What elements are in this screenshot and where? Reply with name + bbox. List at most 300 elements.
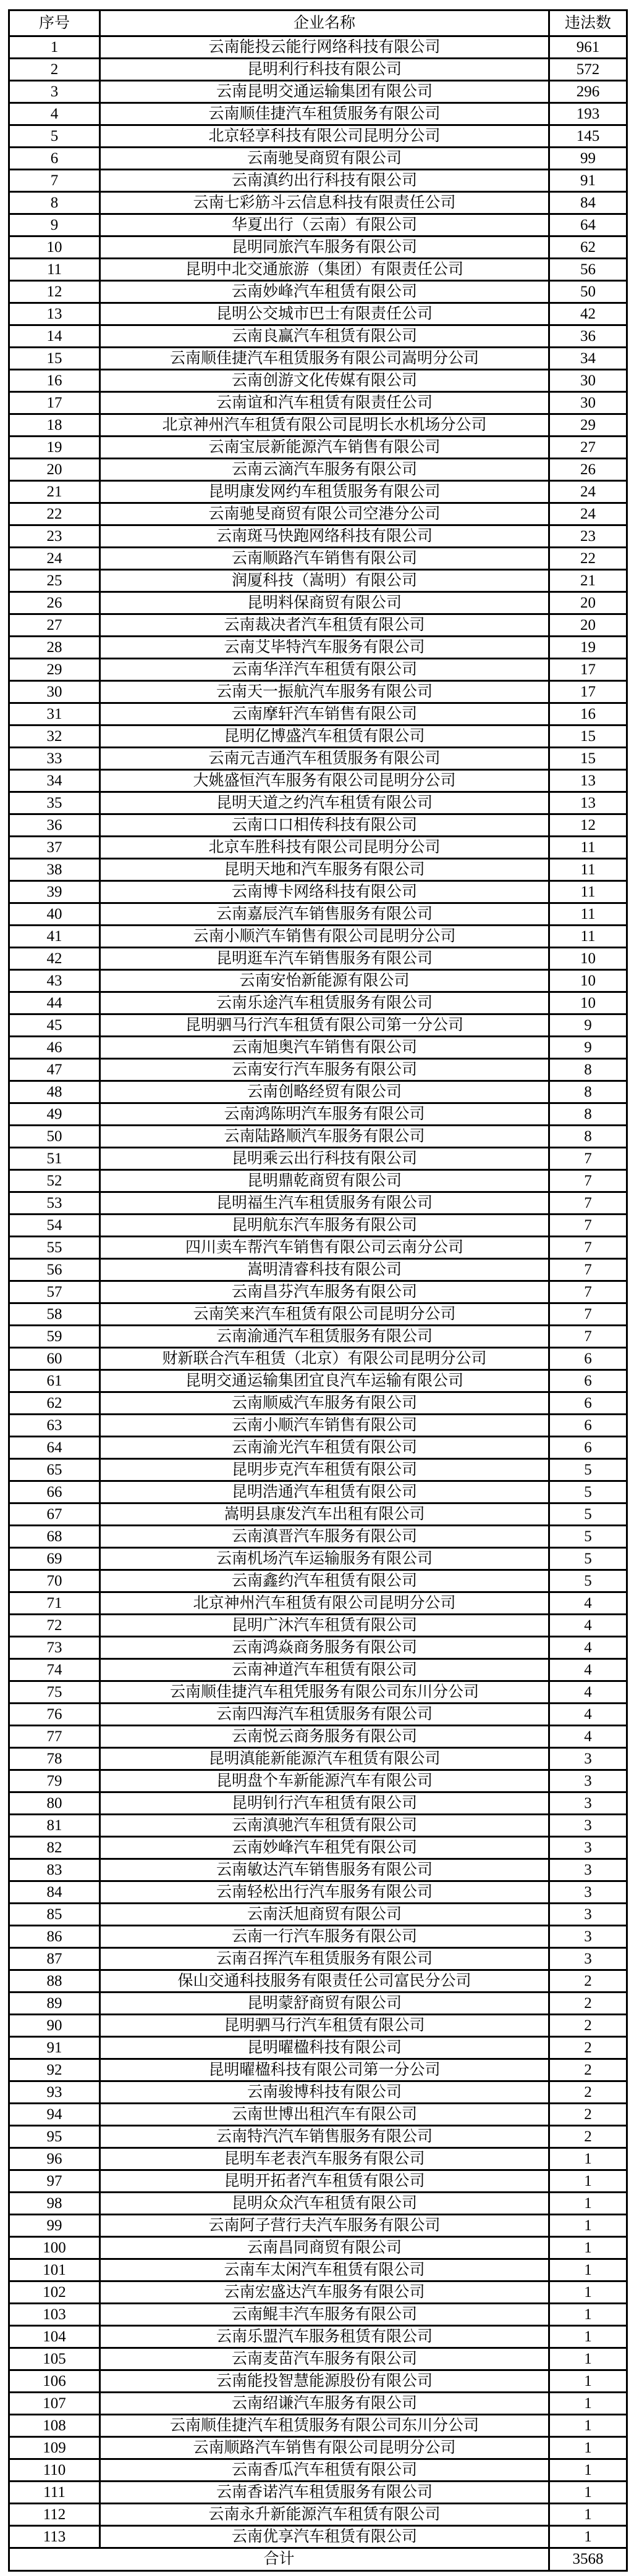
company-name-cell: 昆明亿博盛汽车租赁有限公司 (100, 726, 549, 748)
company-table-body (9, 36, 627, 2548)
serial-cell: 10 (9, 236, 100, 259)
company-name-cell: 云南鸿陈明汽车服务有限公司 (100, 1103, 549, 1126)
violation-count-cell: 84 (549, 192, 627, 214)
company-name-cell: 昆明中北交通旅游（集团）有限责任公司 (100, 259, 549, 281)
table-row (9, 859, 627, 881)
company-name-cell: 云南元吉通汽车租赁服务有限公司 (100, 748, 549, 770)
serial-cell: 81 (9, 1815, 100, 1837)
serial-cell: 38 (9, 859, 100, 881)
violation-count-cell: 30 (549, 370, 627, 392)
table-row (9, 1415, 627, 1437)
violation-count-cell: 8 (549, 1059, 627, 1081)
serial-cell: 6 (9, 148, 100, 170)
table-row (9, 926, 627, 948)
company-name-cell: 云南鑫约汽车租赁有限公司 (100, 1570, 549, 1592)
table-row (9, 1014, 627, 1037)
company-name-cell: 云南宝辰新能源汽车销售有限公司 (100, 437, 549, 459)
violation-count-cell: 3 (549, 1926, 627, 1948)
table-row (9, 1770, 627, 1792)
serial-cell: 77 (9, 1726, 100, 1748)
serial-cell: 29 (9, 659, 100, 681)
serial-cell: 94 (9, 2104, 100, 2126)
company-name-cell: 大姚盛恒汽车服务有限公司昆明分公司 (100, 770, 549, 792)
violation-count-cell: 27 (549, 437, 627, 459)
company-name-cell: 昆明交通运输集团宜良汽车运输有限公司 (100, 1370, 549, 1392)
table-row (9, 614, 627, 637)
violation-count-cell: 1 (549, 2193, 627, 2215)
table-row (9, 2104, 627, 2126)
table-row (9, 2370, 627, 2393)
serial-cell: 110 (9, 2459, 100, 2482)
serial-cell: 50 (9, 1126, 100, 1148)
serial-cell: 96 (9, 2148, 100, 2170)
table-row (9, 2526, 627, 2548)
serial-cell: 64 (9, 1437, 100, 1459)
violation-count-cell: 2 (549, 2081, 627, 2104)
table-row (9, 2193, 627, 2215)
company-name-cell: 云南昆明交通运输集团有限公司 (100, 81, 549, 103)
company-name-cell: 云南机场汽车运输服务有限公司 (100, 1548, 549, 1570)
table-row (9, 1815, 627, 1837)
total-value-cell: 3568 (549, 2548, 627, 2571)
table-row (9, 681, 627, 703)
violation-count-cell: 1 (549, 2504, 627, 2526)
company-name-cell: 云南驰旻商贸有限公司 (100, 148, 549, 170)
serial-cell: 85 (9, 1904, 100, 1926)
table-row (9, 748, 627, 770)
company-name-cell: 云南特汽汽车销售服务有限公司 (100, 2126, 549, 2148)
company-name-cell: 云南世博出租汽车有限公司 (100, 2104, 549, 2126)
serial-cell: 30 (9, 681, 100, 703)
company-name-cell: 云南乐盟汽车服务租赁有限公司 (100, 2326, 549, 2348)
table-row (9, 370, 627, 392)
violation-count-cell: 7 (549, 1237, 627, 1259)
table-row (9, 81, 627, 103)
serial-cell: 95 (9, 2126, 100, 2148)
serial-cell: 41 (9, 926, 100, 948)
violation-count-cell: 13 (549, 792, 627, 814)
company-name-cell: 云南妙峰汽车租凭有限公司 (100, 1837, 549, 1859)
serial-cell: 106 (9, 2370, 100, 2393)
serial-cell: 20 (9, 459, 100, 481)
company-name-cell: 云南永升新能源汽车租赁有限公司 (100, 2504, 549, 2526)
company-name-cell: 云南嘉辰汽车销售服务有限公司 (100, 903, 549, 926)
table-row (9, 1459, 627, 1481)
table-row (9, 214, 627, 236)
table-row (9, 1904, 627, 1926)
violation-count-cell: 7 (549, 1281, 627, 1303)
violation-count-cell: 50 (549, 281, 627, 303)
serial-cell: 75 (9, 1681, 100, 1704)
serial-cell: 39 (9, 881, 100, 903)
violation-count-cell: 16 (549, 703, 627, 726)
violation-count-cell: 5 (549, 1548, 627, 1570)
table-row (9, 1303, 627, 1326)
table-row (9, 1126, 627, 1148)
table-row (9, 2059, 627, 2081)
table-row (9, 148, 627, 170)
violation-count-cell: 5 (549, 1459, 627, 1481)
violation-count-cell: 24 (549, 481, 627, 503)
serial-cell: 55 (9, 1237, 100, 1259)
table-row (9, 1326, 627, 1348)
violation-count-cell: 11 (549, 881, 627, 903)
company-name-cell: 昆明康发网约车租赁服务有限公司 (100, 481, 549, 503)
table-row (9, 392, 627, 414)
company-name-cell: 昆明公交城市巴士有限责任公司 (100, 303, 549, 325)
serial-cell: 76 (9, 1704, 100, 1726)
table-row (9, 1059, 627, 1081)
violation-count-cell: 3 (549, 1881, 627, 1904)
violation-count-cell: 12 (549, 814, 627, 837)
serial-cell: 90 (9, 2015, 100, 2037)
company-name-cell: 云南悦云商务服务有限公司 (100, 1726, 549, 1748)
company-name-cell: 云南良赢汽车租赁有限公司 (100, 325, 549, 348)
serial-cell: 13 (9, 303, 100, 325)
table-row (9, 1281, 627, 1303)
company-name-cell: 昆明滇能新能源汽车租赁有限公司 (100, 1748, 549, 1770)
company-name-cell: 云南渝通汽车租赁服务有限公司 (100, 1326, 549, 1348)
table-row (9, 2215, 627, 2237)
violation-count-cell: 36 (549, 325, 627, 348)
company-name-cell: 云南渝光汽车租赁有限公司 (100, 1437, 549, 1459)
serial-cell: 98 (9, 2193, 100, 2215)
company-name-cell: 云南鲲丰汽车服务有限公司 (100, 2304, 549, 2326)
serial-cell: 15 (9, 348, 100, 370)
serial-cell: 28 (9, 637, 100, 659)
violation-count-cell: 1 (549, 2170, 627, 2193)
violation-count-cell: 2 (549, 1993, 627, 2015)
serial-cell: 11 (9, 259, 100, 281)
company-name-cell: 云南昌同商贸有限公司 (100, 2237, 549, 2259)
serial-cell: 111 (9, 2482, 100, 2504)
company-name-cell: 云南沃旭商贸有限公司 (100, 1904, 549, 1926)
company-name-cell: 云南口口相传科技有限公司 (100, 814, 549, 837)
table-row (9, 2393, 627, 2415)
company-name-cell: 昆明步克汽车租赁有限公司 (100, 1459, 549, 1481)
serial-cell: 47 (9, 1059, 100, 1081)
serial-cell: 63 (9, 1415, 100, 1437)
violation-count-cell: 4 (549, 1637, 627, 1659)
violation-count-cell: 19 (549, 637, 627, 659)
company-name-cell: 云南安行汽车服务有限公司 (100, 1059, 549, 1081)
serial-cell: 97 (9, 2170, 100, 2193)
serial-cell: 16 (9, 370, 100, 392)
table-row (9, 1881, 627, 1904)
violation-count-cell: 21 (549, 570, 627, 592)
violation-count-cell: 3 (549, 1770, 627, 1792)
serial-cell: 88 (9, 1970, 100, 1993)
company-name-cell: 云南裁决者汽车租赁有限公司 (100, 614, 549, 637)
company-name-cell: 昆明乘云出行科技有限公司 (100, 1148, 549, 1170)
document-page (8, 9, 628, 2572)
serial-cell: 69 (9, 1548, 100, 1570)
violation-count-cell: 8 (549, 1081, 627, 1103)
violation-count-cell: 296 (549, 81, 627, 103)
table-row (9, 1526, 627, 1548)
serial-cell: 56 (9, 1259, 100, 1281)
table-row (9, 348, 627, 370)
company-name-cell: 昆明浩通汽车租赁有限公司 (100, 1481, 549, 1503)
violation-count-cell: 1 (549, 2326, 627, 2348)
violation-count-cell: 1 (549, 2348, 627, 2370)
company-name-cell: 昆明逛车汽车销售服务有限公司 (100, 948, 549, 970)
company-name-cell: 云南滇晋汽车服务有限公司 (100, 1526, 549, 1548)
violation-count-cell: 20 (549, 592, 627, 614)
violation-count-cell: 1 (549, 2415, 627, 2437)
serial-cell: 62 (9, 1392, 100, 1415)
company-name-cell: 昆明福生汽车租赁服务有限公司 (100, 1192, 549, 1215)
company-name-cell: 昆明曜楹科技有限公司第一分公司 (100, 2059, 549, 2081)
table-row (9, 1993, 627, 2015)
table-row (9, 1170, 627, 1192)
table-row (9, 1037, 627, 1059)
table-row (9, 437, 627, 459)
table-row (9, 1570, 627, 1592)
company-name-cell: 保山交通科技服务有限责任公司富民分公司 (100, 1970, 549, 1993)
violation-count-cell: 11 (549, 837, 627, 859)
company-name-cell: 云南车太闲汽车租赁有限公司 (100, 2259, 549, 2281)
serial-cell: 100 (9, 2237, 100, 2259)
company-name-cell: 昆明同旅汽车服务有限公司 (100, 236, 549, 259)
company-name-cell: 云南能投智慧能源股份有限公司 (100, 2370, 549, 2393)
company-name-cell: 昆明利行科技有限公司 (100, 59, 549, 81)
table-row (9, 2348, 627, 2370)
violation-count-cell: 17 (549, 681, 627, 703)
serial-cell: 87 (9, 1948, 100, 1970)
company-name-cell: 云南鸿焱商务服务有限公司 (100, 1637, 549, 1659)
serial-cell: 35 (9, 792, 100, 814)
violation-count-cell: 2 (549, 2059, 627, 2081)
table-row (9, 1192, 627, 1215)
violation-count-cell: 1 (549, 2526, 627, 2548)
serial-cell: 58 (9, 1303, 100, 1326)
serial-cell: 102 (9, 2281, 100, 2304)
company-name-cell: 云南摩轩汽车销售有限公司 (100, 703, 549, 726)
table-row (9, 1259, 627, 1281)
serial-cell: 26 (9, 592, 100, 614)
company-name-cell: 云南顺佳捷汽车租凭服务有限公司东川分公司 (100, 1681, 549, 1704)
table-row (9, 2126, 627, 2148)
company-name-cell: 北京车胜科技有限公司昆明分公司 (100, 837, 549, 859)
table-row (9, 503, 627, 525)
violation-count-cell: 2 (549, 1970, 627, 1993)
table-row (9, 903, 627, 926)
violation-count-cell: 3 (549, 1792, 627, 1815)
table-row (9, 1659, 627, 1681)
company-name-cell: 昆明车老表汽车服务有限公司 (100, 2148, 549, 2170)
serial-cell: 103 (9, 2304, 100, 2326)
table-row (9, 881, 627, 903)
table-row (9, 2259, 627, 2281)
table-row (9, 1726, 627, 1748)
serial-cell: 23 (9, 525, 100, 548)
company-name-cell: 嵩明清睿科技有限公司 (100, 1259, 549, 1281)
violation-count-cell: 2 (549, 2104, 627, 2126)
table-row (9, 1615, 627, 1637)
company-name-cell: 云南小顺汽车销售有限公司 (100, 1415, 549, 1437)
serial-cell: 1 (9, 36, 100, 59)
violation-count-cell: 13 (549, 770, 627, 792)
company-name-cell: 云南七彩筋斗云信息科技有限责任公司 (100, 192, 549, 214)
serial-cell: 60 (9, 1348, 100, 1370)
violation-count-cell: 2 (549, 2015, 627, 2037)
serial-cell: 45 (9, 1014, 100, 1037)
serial-cell: 44 (9, 992, 100, 1014)
company-name-cell: 云南敏达汽车销售服务有限公司 (100, 1859, 549, 1881)
table-row (9, 2148, 627, 2170)
table-row (9, 303, 627, 325)
serial-cell: 59 (9, 1326, 100, 1348)
violation-count-cell: 3 (549, 1815, 627, 1837)
violation-count-cell: 6 (549, 1415, 627, 1437)
serial-cell: 37 (9, 837, 100, 859)
table-row (9, 2081, 627, 2104)
serial-cell: 74 (9, 1659, 100, 1681)
table-row (9, 659, 627, 681)
serial-cell: 113 (9, 2526, 100, 2548)
company-name-cell: 昆明航东汽车服务有限公司 (100, 1215, 549, 1237)
violation-count-cell: 9 (549, 1037, 627, 1059)
violation-count-cell: 7 (549, 1148, 627, 1170)
company-name-cell: 云南香瓜汽车租赁有限公司 (100, 2459, 549, 2482)
serial-cell: 93 (9, 2081, 100, 2104)
serial-cell: 67 (9, 1503, 100, 1526)
violation-count-cell: 1 (549, 2281, 627, 2304)
serial-cell: 57 (9, 1281, 100, 1303)
serial-cell: 107 (9, 2393, 100, 2415)
company-name-cell: 云南阿子营行夫汽车服务有限公司 (100, 2215, 549, 2237)
table-row (9, 548, 627, 570)
total-label-cell: 合计 (9, 2548, 549, 2571)
company-name-cell: 北京神州汽车租赁有限公司昆明长水机场分公司 (100, 414, 549, 437)
table-row (9, 59, 627, 81)
serial-cell: 52 (9, 1170, 100, 1192)
violation-count-cell: 8 (549, 1126, 627, 1148)
table-row (9, 1859, 627, 1881)
company-name-cell: 云南一行汽车服务有限公司 (100, 1926, 549, 1948)
company-name-cell: 云南陆路顺汽车服务有限公司 (100, 1126, 549, 1148)
company-name-cell: 云南昌芬汽车服务有限公司 (100, 1281, 549, 1303)
company-name-cell: 云南麦苗汽车服务有限公司 (100, 2348, 549, 2370)
table-row (9, 792, 627, 814)
serial-cell: 83 (9, 1859, 100, 1881)
company-name-cell: 嵩明县康发汽车出租有限公司 (100, 1503, 549, 1526)
company-name-cell: 云南笑来汽车租赁有限公司昆明分公司 (100, 1303, 549, 1326)
table-row (9, 2415, 627, 2437)
violation-count-cell: 11 (549, 926, 627, 948)
serial-cell: 84 (9, 1881, 100, 1904)
table-row (9, 1370, 627, 1392)
table-row (9, 1103, 627, 1126)
company-name-cell: 云南乐途汽车租赁服务有限公司 (100, 992, 549, 1014)
company-name-cell: 云南顺佳捷汽车租赁服务有限公司嵩明分公司 (100, 348, 549, 370)
violation-count-cell: 22 (549, 548, 627, 570)
violation-count-cell: 11 (549, 859, 627, 881)
serial-cell: 82 (9, 1837, 100, 1859)
company-name-cell: 云南召挥汽车租赁服务有限公司 (100, 1948, 549, 1970)
serial-cell: 53 (9, 1192, 100, 1215)
violation-count-cell: 3 (549, 1837, 627, 1859)
table-row (9, 325, 627, 348)
violation-count-cell: 15 (549, 748, 627, 770)
violation-count-cell: 10 (549, 948, 627, 970)
company-name-cell: 昆明蒙舒商贸有限公司 (100, 1993, 549, 2015)
table-row (9, 2015, 627, 2037)
violation-count-cell: 4 (549, 1615, 627, 1637)
table-row (9, 592, 627, 614)
table-row (9, 1348, 627, 1370)
header-serial: 序号 (9, 10, 100, 36)
table-row (9, 1837, 627, 1859)
table-row (9, 525, 627, 548)
violation-count-cell: 15 (549, 726, 627, 748)
violation-count-cell: 23 (549, 525, 627, 548)
violation-count-cell: 8 (549, 1103, 627, 1126)
company-name-cell: 昆明开拓者汽车租赁有限公司 (100, 2170, 549, 2193)
company-name-cell: 云南旭奥汽车销售有限公司 (100, 1037, 549, 1059)
serial-cell: 49 (9, 1103, 100, 1126)
company-name-cell: 昆明众众汽车租赁有限公司 (100, 2193, 549, 2215)
company-name-cell: 云南华洋汽车租赁有限公司 (100, 659, 549, 681)
table-row (9, 1748, 627, 1770)
serial-cell: 91 (9, 2037, 100, 2059)
violation-count-cell: 1 (549, 2215, 627, 2237)
serial-cell: 22 (9, 503, 100, 525)
violation-count-cell: 5 (549, 1570, 627, 1592)
violation-count-cell: 1 (549, 2482, 627, 2504)
table-row (9, 1637, 627, 1659)
table-row (9, 2437, 627, 2459)
serial-cell: 54 (9, 1215, 100, 1237)
serial-cell: 104 (9, 2326, 100, 2348)
table-row (9, 703, 627, 726)
serial-cell: 112 (9, 2504, 100, 2526)
company-name-cell: 云南香诺汽车租赁服务有限公司 (100, 2482, 549, 2504)
violation-count-cell: 1 (549, 2148, 627, 2170)
violation-count-cell: 4 (549, 1659, 627, 1681)
table-row (9, 2504, 627, 2526)
table-row (9, 1792, 627, 1815)
serial-cell: 48 (9, 1081, 100, 1103)
company-name-cell: 昆明鼎乾商贸有限公司 (100, 1170, 549, 1192)
table-row (9, 1948, 627, 1970)
company-name-cell: 云南能投云能行网络科技有限公司 (100, 36, 549, 59)
company-name-cell: 昆明驷马行汽车租赁有限公司第一分公司 (100, 1014, 549, 1037)
violation-count-cell: 1 (549, 2259, 627, 2281)
violation-count-cell: 6 (549, 1392, 627, 1415)
serial-cell: 66 (9, 1481, 100, 1503)
serial-cell: 109 (9, 2437, 100, 2459)
violation-count-cell: 6 (549, 1348, 627, 1370)
violation-count-cell: 961 (549, 36, 627, 59)
violation-count-cell: 7 (549, 1303, 627, 1326)
company-name-cell: 华夏出行（云南）有限公司 (100, 214, 549, 236)
company-name-cell: 昆明广沐汽车租赁有限公司 (100, 1615, 549, 1637)
table-row (9, 281, 627, 303)
violation-count-cell: 5 (549, 1526, 627, 1548)
violation-count-cell: 10 (549, 970, 627, 992)
violation-count-cell: 4 (549, 1592, 627, 1615)
violation-count-cell: 29 (549, 414, 627, 437)
table-row (9, 1592, 627, 1615)
violation-count-cell: 91 (549, 170, 627, 192)
header-company-name: 企业名称 (100, 10, 549, 36)
violation-count-cell: 7 (549, 1192, 627, 1215)
company-name-cell: 云南驰旻商贸有限公司空港分公司 (100, 503, 549, 525)
company-name-cell: 云南神道汽车租赁有限公司 (100, 1659, 549, 1681)
table-row (9, 2482, 627, 2504)
